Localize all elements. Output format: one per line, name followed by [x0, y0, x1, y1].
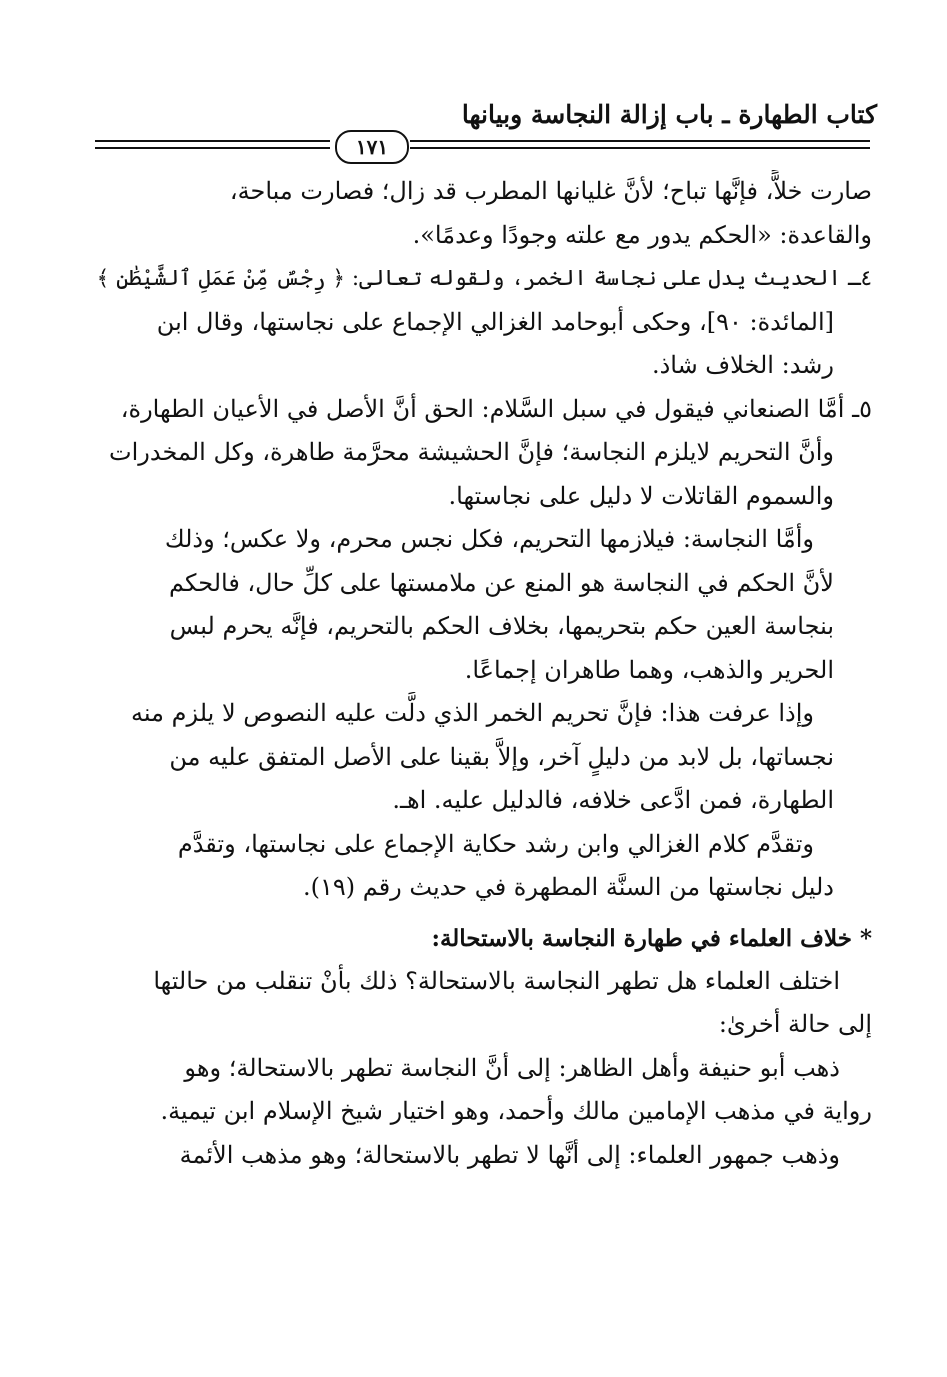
text-line: نجساتها، بل لابد من دليلٍ آخر، وإلاَّ بقينا على الأصل المتفق عليه من: [169, 742, 834, 771]
text-line: الحرير والذهب، وهما طاهران إجماعًا.: [464, 655, 834, 684]
text-line: وذهب جمهور العلماء: إلى أنَّها لا تطهر بالاستحالة؛ وهو مذهب الأئمة: [179, 1140, 840, 1169]
text-line: وأمَّا النجاسة: فيلازمها التحريم، فكل نجس محرم، ولا عكس؛ وذلك: [164, 525, 814, 553]
text-line: ٥ـ أمَّا الصنعاني فيقول في سبل السَّلام: الحق أنَّ الأصل في الأعيان الطهارة،: [120, 394, 872, 423]
text-line: رشد: الخلاف شاذ.: [651, 351, 834, 379]
text-line: إلى حالة أخرىٰ:: [718, 1010, 872, 1038]
rule-right-bottom: [410, 147, 870, 149]
text-line: صارت خلاًّ، فإنَّها تباح؛ لأنَّ غليانها المطرب قد زال؛ فصارت مباحة،: [229, 177, 872, 205]
running-header: كتاب الطهارة ـ باب إزالة النجاسة وبيانها: [461, 100, 877, 129]
text-line: وأنَّ التحريم لايلزم النجاسة؛ فإنَّ الحشيشة محرَّمة طاهرة، وكل المخدرات: [109, 438, 834, 466]
rule-left-bottom: [95, 147, 330, 149]
text-line: وإذا عرفت هذا: فإنَّ تحريم الخمر الذي دلَّت عليه النصوص لا يلزم منه: [131, 699, 814, 727]
text-line: رواية في مذهب الإمامين مالك وأحمد، وهو اختيار شيخ الإسلام ابن تيمية.: [160, 1097, 872, 1125]
text-line: والقاعدة: «الحكم يدور مع علته وجودًا وعدمًا».: [412, 220, 872, 249]
text-line: وتقدَّم كلام الغزالي وابن رشد حكاية الإجماع على نجاستها، وتقدَّم: [177, 829, 814, 858]
rule-right-top: [410, 140, 870, 142]
text-line: ٤ـ الحديث يدل على نجاسة الخمر، ولقوله تعالى: ﴿ رِجْسٌ مِّنْ عَمَلِ ٱلشَّيْطَٰنِ ﴾: [97, 266, 872, 291]
text-line: اختلف العلماء هل تطهر النجاسة بالاستحالة؟ ذلك بأنْ تنقلب من حالتها: [153, 966, 840, 995]
text-line: بنجاسة العين حكم بتحريمها، بخلاف الحكم بالتحريم، فإنَّه يحرم لبس: [169, 612, 834, 640]
text-line: ذهب أبو حنيفة وأهل الظاهر: إلى أنَّ النجاسة تطهر بالاستحالة؛ وهو: [184, 1053, 840, 1082]
header-rule: [95, 130, 870, 164]
text-line: [المائدة: ٩٠]، وحكى أبوحامد الغزالي الإجماع على نجاستها، وقال ابن: [156, 307, 834, 336]
text-line: الطهارة، فمن ادَّعى خلافه، فالدليل عليه. اهـ.: [392, 786, 834, 814]
rule-left-top: [95, 140, 330, 142]
text-line: والسموم القاتلات لا دليل على نجاستها.: [448, 481, 834, 510]
page-number: ١٧١: [335, 130, 409, 164]
text-line: دليل نجاستها من السنَّة المطهرة في حديث رقم (١٩).: [302, 873, 834, 901]
text-line: لأنَّ الحكم في النجاسة هو المنع عن ملامستها على كلِّ حال، فالحكم: [168, 568, 834, 597]
page-body: [97, 170, 872, 1285]
section-heading: * خلاف العلماء في طهارة النجاسة بالاستحالة:: [431, 924, 872, 952]
